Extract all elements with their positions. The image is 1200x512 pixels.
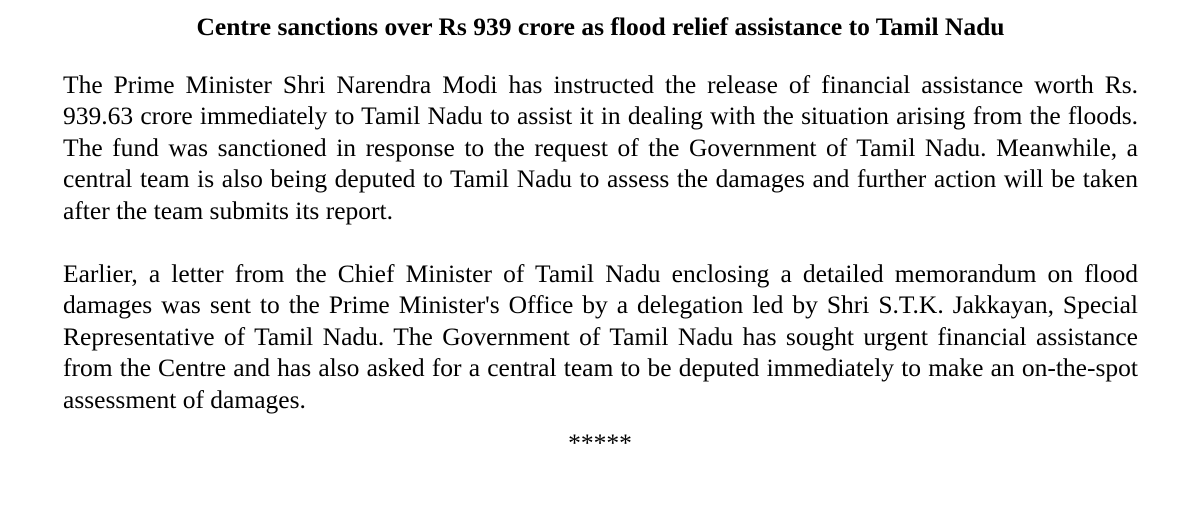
body-paragraph-2: Earlier, a letter from the Chief Minister of Tamil Nadu enclosing a detailed memorandum on flood damages was sent to the Prime Minister's Office by a delegation led by Shri S.T.K. Jakkayan, Special Representative of Tamil Nadu. The Government of Tamil Nadu has sought urgent financial assistance from the Centre and has also asked for a central team to be deputed immediately to make an on-the-spot assessment of damages. [63,259,1138,414]
end-of-release-marker: ***** [568,428,632,457]
document-title: Centre sanctions over Rs 939 crore as flood relief assistance to Tamil Nadu [196,12,1005,41]
body-paragraph-1: The Prime Minister Shri Narendra Modi has instructed the release of financial assistance worth Rs. 939.63 crore immediately to Tamil Nadu to assist it in dealing with the situation arising from the floods. The fund was sanctioned in response to the request of the Government of Tamil Nadu. Meanwhile, a central team is also being deputed to Tamil Nadu to assess the damages and further action will be taken after the team submits its report. [63,70,1138,225]
